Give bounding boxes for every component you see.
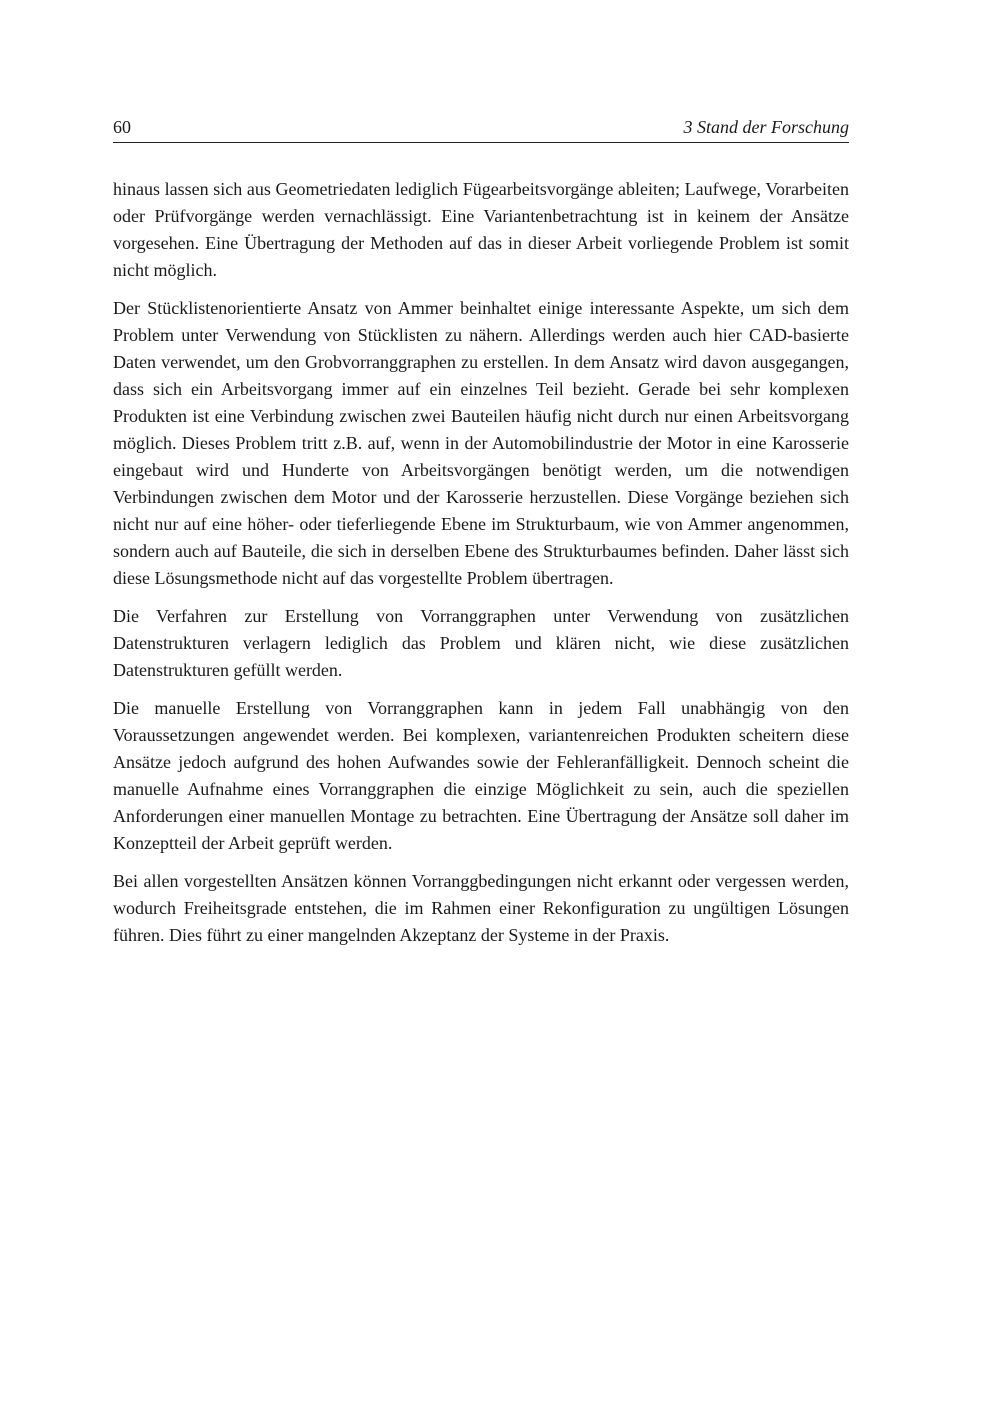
paragraph: hinaus lassen sich aus Geometriedaten lediglich Fügearbeitsvorgänge ableiten; Laufwege, Vorarbeiten oder Prüfvorgänge werden vernachlässigt. Eine Variantenbetrachtung ist in keinem der Ansätze vorgesehen. Eine Übertragung der Methoden auf das in dieser Arbeit vorliegende Problem ist somit nicht möglich.	[113, 179, 849, 280]
running-header	[113, 114, 849, 143]
paragraph: Bei allen vorgestellten Ansätzen können Vorranggbedingungen nicht erkannt oder vergessen werden, wodurch Freiheitsgrade entstehen, die im Rahmen einer Rekonfiguration zu ungültigen Lösungen führen. Dies führt zu einer mangelnden Akzeptanz der Systeme in der Praxis.	[113, 871, 849, 945]
body-text	[113, 176, 849, 949]
paragraph: Die manuelle Erstellung von Vorranggraphen kann in jedem Fall unabhängig von den Voraussetzungen angewendet werden. Bei komplexen, variantenreichen Produkten scheitern diese Ansätze jedoch aufgrund des hohen Aufwandes sowie der Fehleranfälligkeit. Dennoch scheint die manuelle Aufnahme eines Vorranggraphen die einzige Möglichkeit zu sein, auch die speziellen Anforderungen einer manuellen Montage zu betrachten. Eine Übertragung der Ansätze soll daher im Konzeptteil der Arbeit geprüft werden.	[113, 698, 849, 853]
document-page	[113, 114, 849, 960]
chapter-title: 3 Stand der Forschung	[683, 117, 849, 137]
paragraph: Der Stücklistenorientierte Ansatz von Ammer beinhaltet einige interessante Aspekte, um sich dem Problem unter Verwendung von Stücklisten zu nähern. Allerdings werden auch hier CAD-basierte Daten verwendet, um den Grobvorranggraphen zu erstellen. In dem Ansatz wird davon ausgegangen, dass sich ein Arbeitsvorgang immer auf ein einzelnes Teil bezieht. Gerade bei sehr komplexen Produkten ist eine Verbindung zwischen zwei Bauteilen häufig nicht durch nur einen Arbeitsvorgang möglich. Dieses Problem tritt z.B. auf, wenn in der Automobilindustrie der Motor in eine Karosserie eingebaut wird und Hunderte von Arbeitsvorgängen benötigt werden, um die notwendigen Verbindungen zwischen dem Motor und der Karosserie herzustellen. Diese Vorgänge beziehen sich nicht nur auf eine höher- oder tieferliegende Ebene im Strukturbaum, wie von Ammer angenommen, sondern auch auf Bauteile, die sich in derselben Ebene des Strukturbaumes befinden. Daher lässt sich diese Lösungsmethode nicht auf das vorgestellte Problem übertragen.	[113, 298, 849, 588]
paragraph: Die Verfahren zur Erstellung von Vorranggraphen unter Verwendung von zusätzlichen Datenstrukturen verlagern lediglich das Problem und klären nicht, wie diese zusätzlichen Datenstrukturen gefüllt werden.	[113, 606, 849, 680]
page-number: 60	[113, 117, 131, 137]
